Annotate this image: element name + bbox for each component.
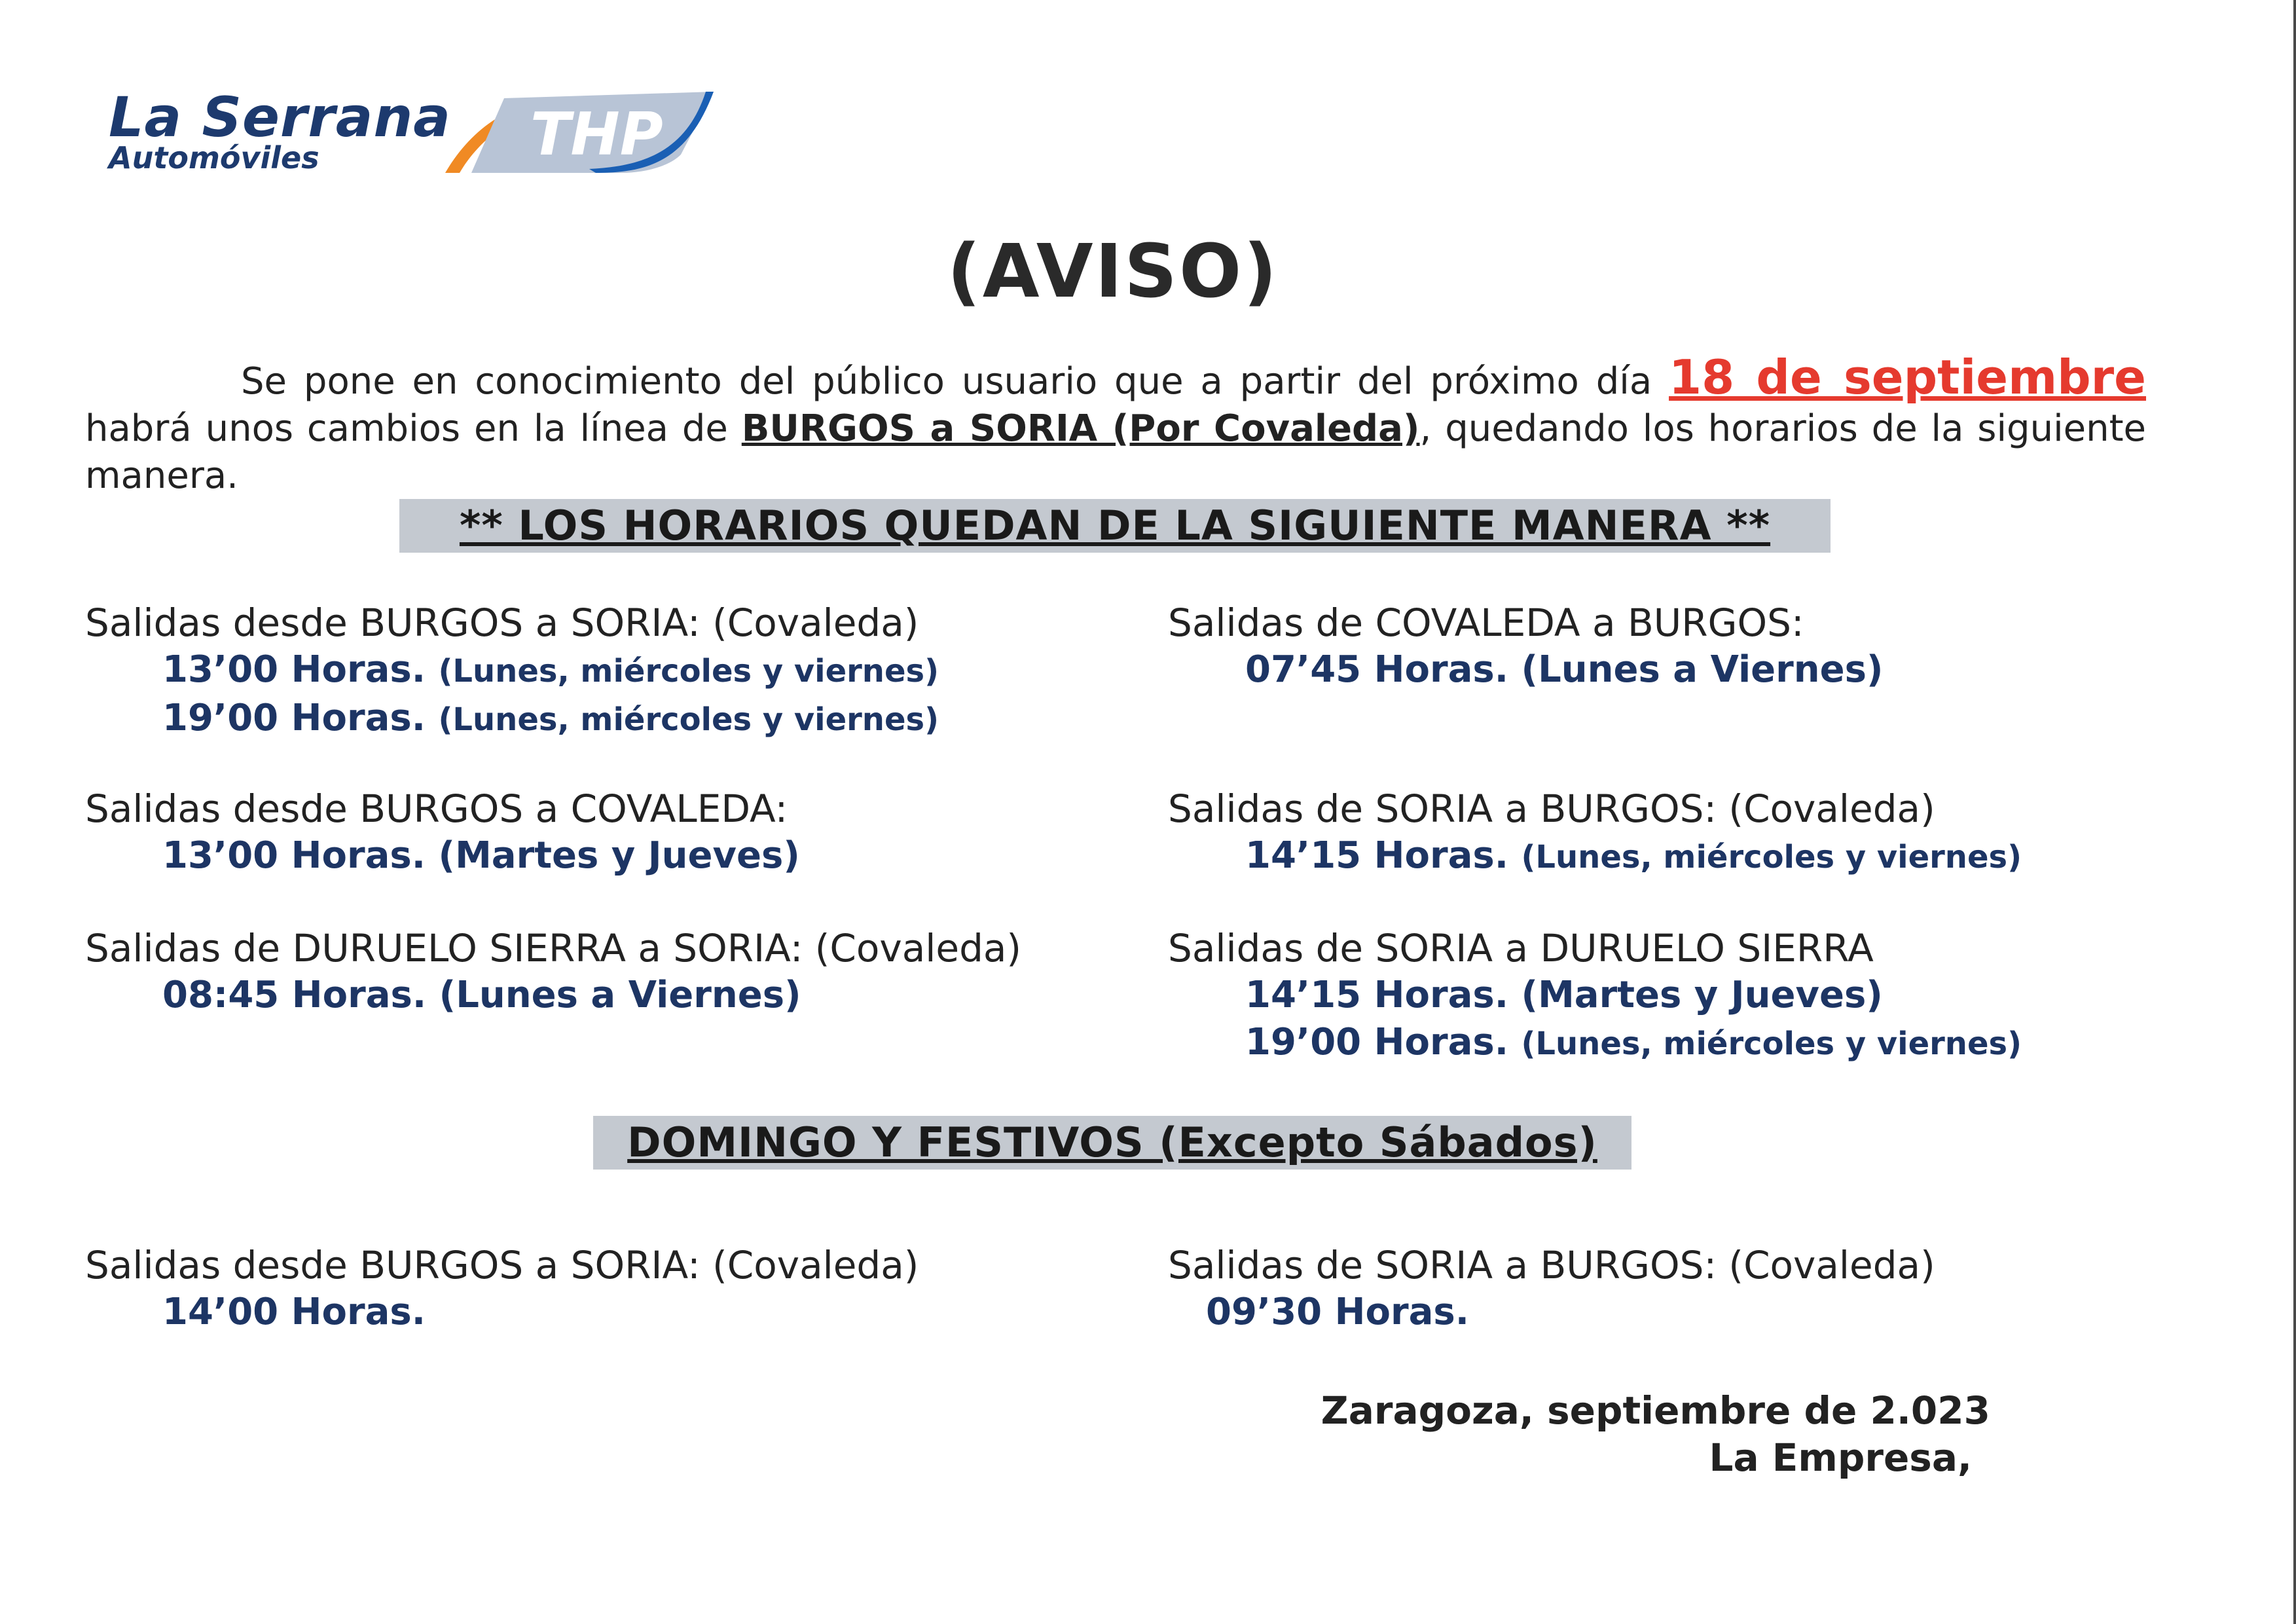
schedule-heading: Salidas de DURUELO SIERRA a SORIA: (Covaleda) [85, 926, 1022, 970]
schedule-time: 14’00 Horas. [162, 1291, 426, 1333]
schedule-heading: Salidas de SORIA a DURUELO SIERRA [1168, 926, 1874, 970]
notice-title: (AVISO) [947, 229, 1279, 314]
holiday-schedule-banner: DOMINGO Y FESTIVOS (Excepto Sábados) [593, 1116, 1631, 1170]
intro-paragraph [85, 350, 2146, 500]
logo-mark-text: THP [530, 100, 663, 169]
schedule-heading: Salidas desde BURGOS a SORIA: (Covaleda) [85, 1243, 919, 1287]
schedule-time: 09’30 Horas. [1206, 1291, 1469, 1333]
scan-edge-line [2293, 0, 2296, 1624]
intro-text-1: Se pone en conocimiento del público usuario que a partir del próximo día [241, 360, 1669, 403]
signature-place-date: Zaragoza, septiembre de 2.023 [1321, 1388, 1990, 1433]
schedule-covaleda-burgos [1168, 599, 1884, 693]
route-name: BURGOS a SORIA (Por Covaleda) [741, 407, 1420, 450]
schedule-time: 19’00 Horas. (Lunes, miércoles y viernes) [162, 697, 939, 739]
schedule-time: 14’15 Horas. (Lunes, miércoles y viernes) [1245, 834, 2022, 877]
holiday-soria-burgos [1168, 1242, 1935, 1336]
logo-subtitle: Automóviles [109, 140, 319, 175]
schedule-time: 07’45 Horas. (Lunes a Viernes) [1245, 648, 1884, 691]
schedule-heading: Salidas desde BURGOS a SORIA: (Covaleda) [85, 600, 919, 645]
schedule-burgos-soria [85, 599, 939, 743]
schedule-soria-duruelo [1168, 925, 2022, 1067]
schedule-heading: Salidas de SORIA a BURGOS: (Covaleda) [1168, 1243, 1935, 1287]
holiday-burgos-soria [85, 1242, 919, 1336]
effective-date: 18 de septiembre [1669, 350, 2146, 405]
schedule-time: 08:45 Horas. (Lunes a Viernes) [162, 974, 801, 1016]
company-logo [105, 85, 714, 183]
schedule-heading: Salidas de COVALEDA a BURGOS: [1168, 600, 1804, 645]
signature-company: La Empresa, [1709, 1435, 1972, 1480]
schedule-time: 13’00 Horas. (Lunes, miércoles y viernes) [162, 648, 939, 691]
intro-text-3: , quedando los horarios de la siguiente manera. [85, 407, 2146, 497]
thp-logo-mark [432, 89, 714, 174]
schedule-heading: Salidas de SORIA a BURGOS: (Covaleda) [1168, 786, 1935, 831]
schedule-soria-burgos [1168, 785, 2022, 881]
schedule-burgos-covaleda [85, 785, 800, 879]
schedule-time: 13’00 Horas. (Martes y Jueves) [162, 834, 800, 877]
schedule-time: 19’00 Horas. (Lunes, miércoles y viernes) [1245, 1021, 2022, 1063]
schedule-duruelo-soria [85, 925, 1021, 1019]
intro-text-2: habrá unos cambios en la línea de [85, 407, 742, 450]
weekday-schedule-banner: ** LOS HORARIOS QUEDAN DE LA SIGUIENTE MANERA ** [399, 499, 1831, 553]
logo-name: La Serrana [109, 85, 451, 149]
schedule-heading: Salidas desde BURGOS a COVALEDA: [85, 786, 788, 831]
schedule-time: 14’15 Horas. (Martes y Jueves) [1245, 974, 1883, 1016]
